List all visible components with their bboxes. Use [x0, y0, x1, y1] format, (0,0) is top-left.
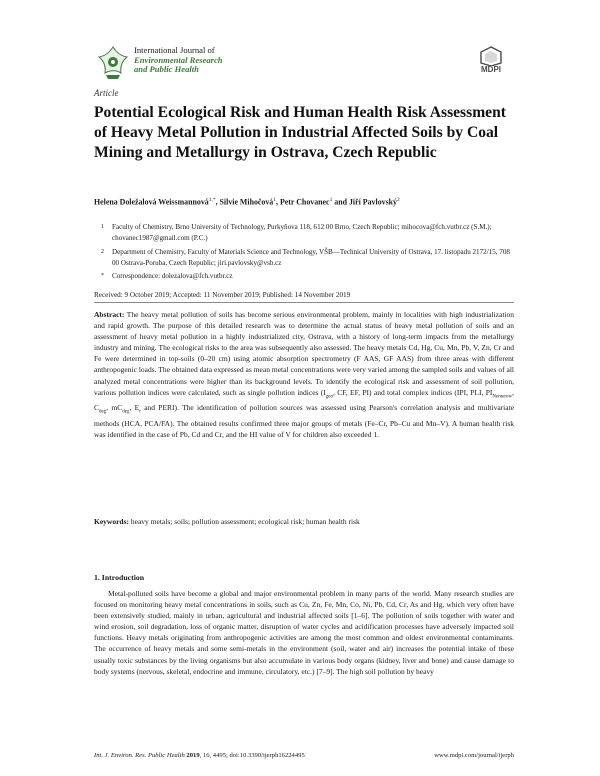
abstract: [94, 309, 514, 440]
section-body: Metal-polluted soils have become a global and major environmental problem in many parts of the world. Many research studies are focused on monitoring heavy metal concentrations in soils, such as Cu, Zn, Fe, Mn, Co, Ni, Pb, Cd, Cr, As and Hg, which very often have been extensively studied, mainly in urban, agricultural and industrial affected soils [1–6]. The pollution of soils together with water and wind erosion, soil degradation, loss of organic matter, disruption of water cycles and acidification processes have adversely impacted soil functions. Heavy metals originating from anthropogenic activities are among the most common and oldest environmental contaminants. The occurrence of heavy metals and some semi-metals in the environment (soil, water and air) increases the potential intake of these usually toxic substances by the living organisms but also accumulate in various body organs (kidney, liver and bone) and cause damage to body systems (nervous, skeletal, endocrine and immune, circulatory, etc.) [7–9]. The high soil pollution by heavy: [94, 589, 514, 676]
abstract-text: , C: [94, 387, 515, 413]
journal-name-line1: International Journal of: [134, 45, 215, 55]
footer-journal: Int. J. Environ. Res. Public Health: [94, 752, 185, 759]
affiliation-number: 1: [101, 224, 104, 230]
footer-url: www.mdpi.com/journal/ijerph: [434, 752, 514, 759]
author-affil-sup: 1,*: [208, 197, 216, 203]
publication-dates: Received: 9 October 2019; Accepted: 11 November 2019; Published: 14 November 2019: [94, 291, 351, 299]
subscript: deg: [99, 409, 107, 415]
journal-name-line2: Environmental Research: [134, 54, 223, 65]
abstract-label: Abstract:: [94, 310, 125, 319]
abstract-text: The heavy metal pollution of soils has become serious environmental problem, mainly in localities with high industrialization and rapid growth. The purpose of this detailed research was to determine the actual status of heavy metal pollution of soils and an assessment of heavy metal pollution in a highly industrialized city, Ostrava, with a history of long-term impacts from the metallurgy industry and mining. The ecological risks to the area was subsequently also assessed. The heavy metals Cd, Hg, Cu, Mn, Pb, V, Zn, Cr and Fe were determined in top-soils (0–20 cm) using atomic absorption spectrometry (F AAS, GF AAS) from three areas with different anthropogenic loads. The obtained data expressed as mean metal concentrations were very varied among the sampled soils and values of all analyzed metal concentrations were higher than its background levels. To identify the ecological risk and assessment of soil pollution, various pollution indices were calculated, such as single pollution indices (I: [94, 310, 514, 397]
author-name: Jiří Pavlovský: [348, 197, 397, 207]
author-affil-sup: 2: [397, 197, 400, 203]
affiliation: [94, 247, 514, 268]
affiliation-number: 2: [101, 249, 104, 255]
keywords-label: Keywords:: [94, 517, 129, 526]
author-affil-sup: 1: [273, 197, 276, 203]
mdpi-hexagon-icon: [474, 46, 508, 66]
journal-name-line3: and Public Health: [134, 64, 199, 75]
subscript: geo: [325, 394, 334, 400]
author-name: Helena Doležalová Weissmannová: [94, 197, 209, 207]
divider: [94, 302, 514, 303]
correspondence-text: Correspondence: dolezalova@fch.vutbr.cz: [112, 272, 233, 280]
keywords-text: heavy metals; soils; pollution assessment; ecological risk; human health risk: [130, 517, 360, 526]
mdpi-logo: [474, 46, 508, 78]
abstract-text: , mC: [106, 403, 123, 413]
mdpi-wordmark: MDPI: [481, 65, 501, 74]
author-separator: ,: [276, 197, 280, 207]
affiliation: [94, 222, 514, 243]
abstract-text: , CF, EF, PI) and total complex indices (IPI, PLI, PI: [333, 387, 493, 397]
author-separator: ,: [215, 197, 220, 207]
affiliation-text: Department of Chemistry, Faculty of Materials Science and Technology, VŠB—Technical University of Ostrava, 17. listopadu 2172/15, 708 00 Ostrava-Poruba, Czech Republic; jiri.pavlovsky@vsb.cz: [112, 248, 510, 267]
author-affil-sup: 1: [329, 197, 333, 203]
author-name: Petr Chovanec: [279, 197, 330, 207]
footer-citation: [94, 752, 305, 759]
article-title: Potential Ecological Risk and Human Health Risk Assessment of Heavy Metal Pollution in Industrial Affected Soils by Coal Mining and Metallurgy in Ostrava, Czech Republic: [94, 104, 506, 161]
author-separator: and: [332, 197, 349, 207]
section-heading: 1. Introduction: [94, 573, 145, 582]
correspondence: [94, 271, 514, 282]
journal-name: [134, 46, 223, 75]
abstract-text: , E: [129, 403, 140, 413]
author-list: [94, 197, 514, 207]
footer-year: 2019: [186, 752, 200, 759]
affiliation-text: Faculty of Chemistry, Brno University of Technology, Purkyňova 118, 612 00 Brno, Czech Republic; mihocova@fch.vutbr.cz (S.M.); chovanec1987@gmail.com (P.C.): [112, 223, 492, 242]
abstract-text: and PERI). The identification of pollution sources was assessed using Pearson's correlation analysis and multivariate methods (HCA, PCA/FA). The obtained results confirmed three major groups of metals (Fe–Cr, Pb–Cu and Mn–V). A human health risk was identified in the case of Pb, Cd and Cr, and the HI value of V for children also exceeded 1.: [94, 403, 514, 439]
article-type: Article: [94, 88, 119, 98]
footer-citation-rest: , 16, 4495; doi:10.3390/ijerph16224495: [199, 752, 305, 759]
subscript: Nemerow: [492, 394, 513, 400]
subscript: deg: [122, 409, 130, 415]
keywords: [94, 517, 514, 526]
author-name: Silvie Mihočová: [219, 197, 274, 207]
affiliation-number: *: [101, 273, 104, 279]
subscript: r: [139, 409, 141, 415]
journal-logo-icon: [94, 44, 132, 82]
